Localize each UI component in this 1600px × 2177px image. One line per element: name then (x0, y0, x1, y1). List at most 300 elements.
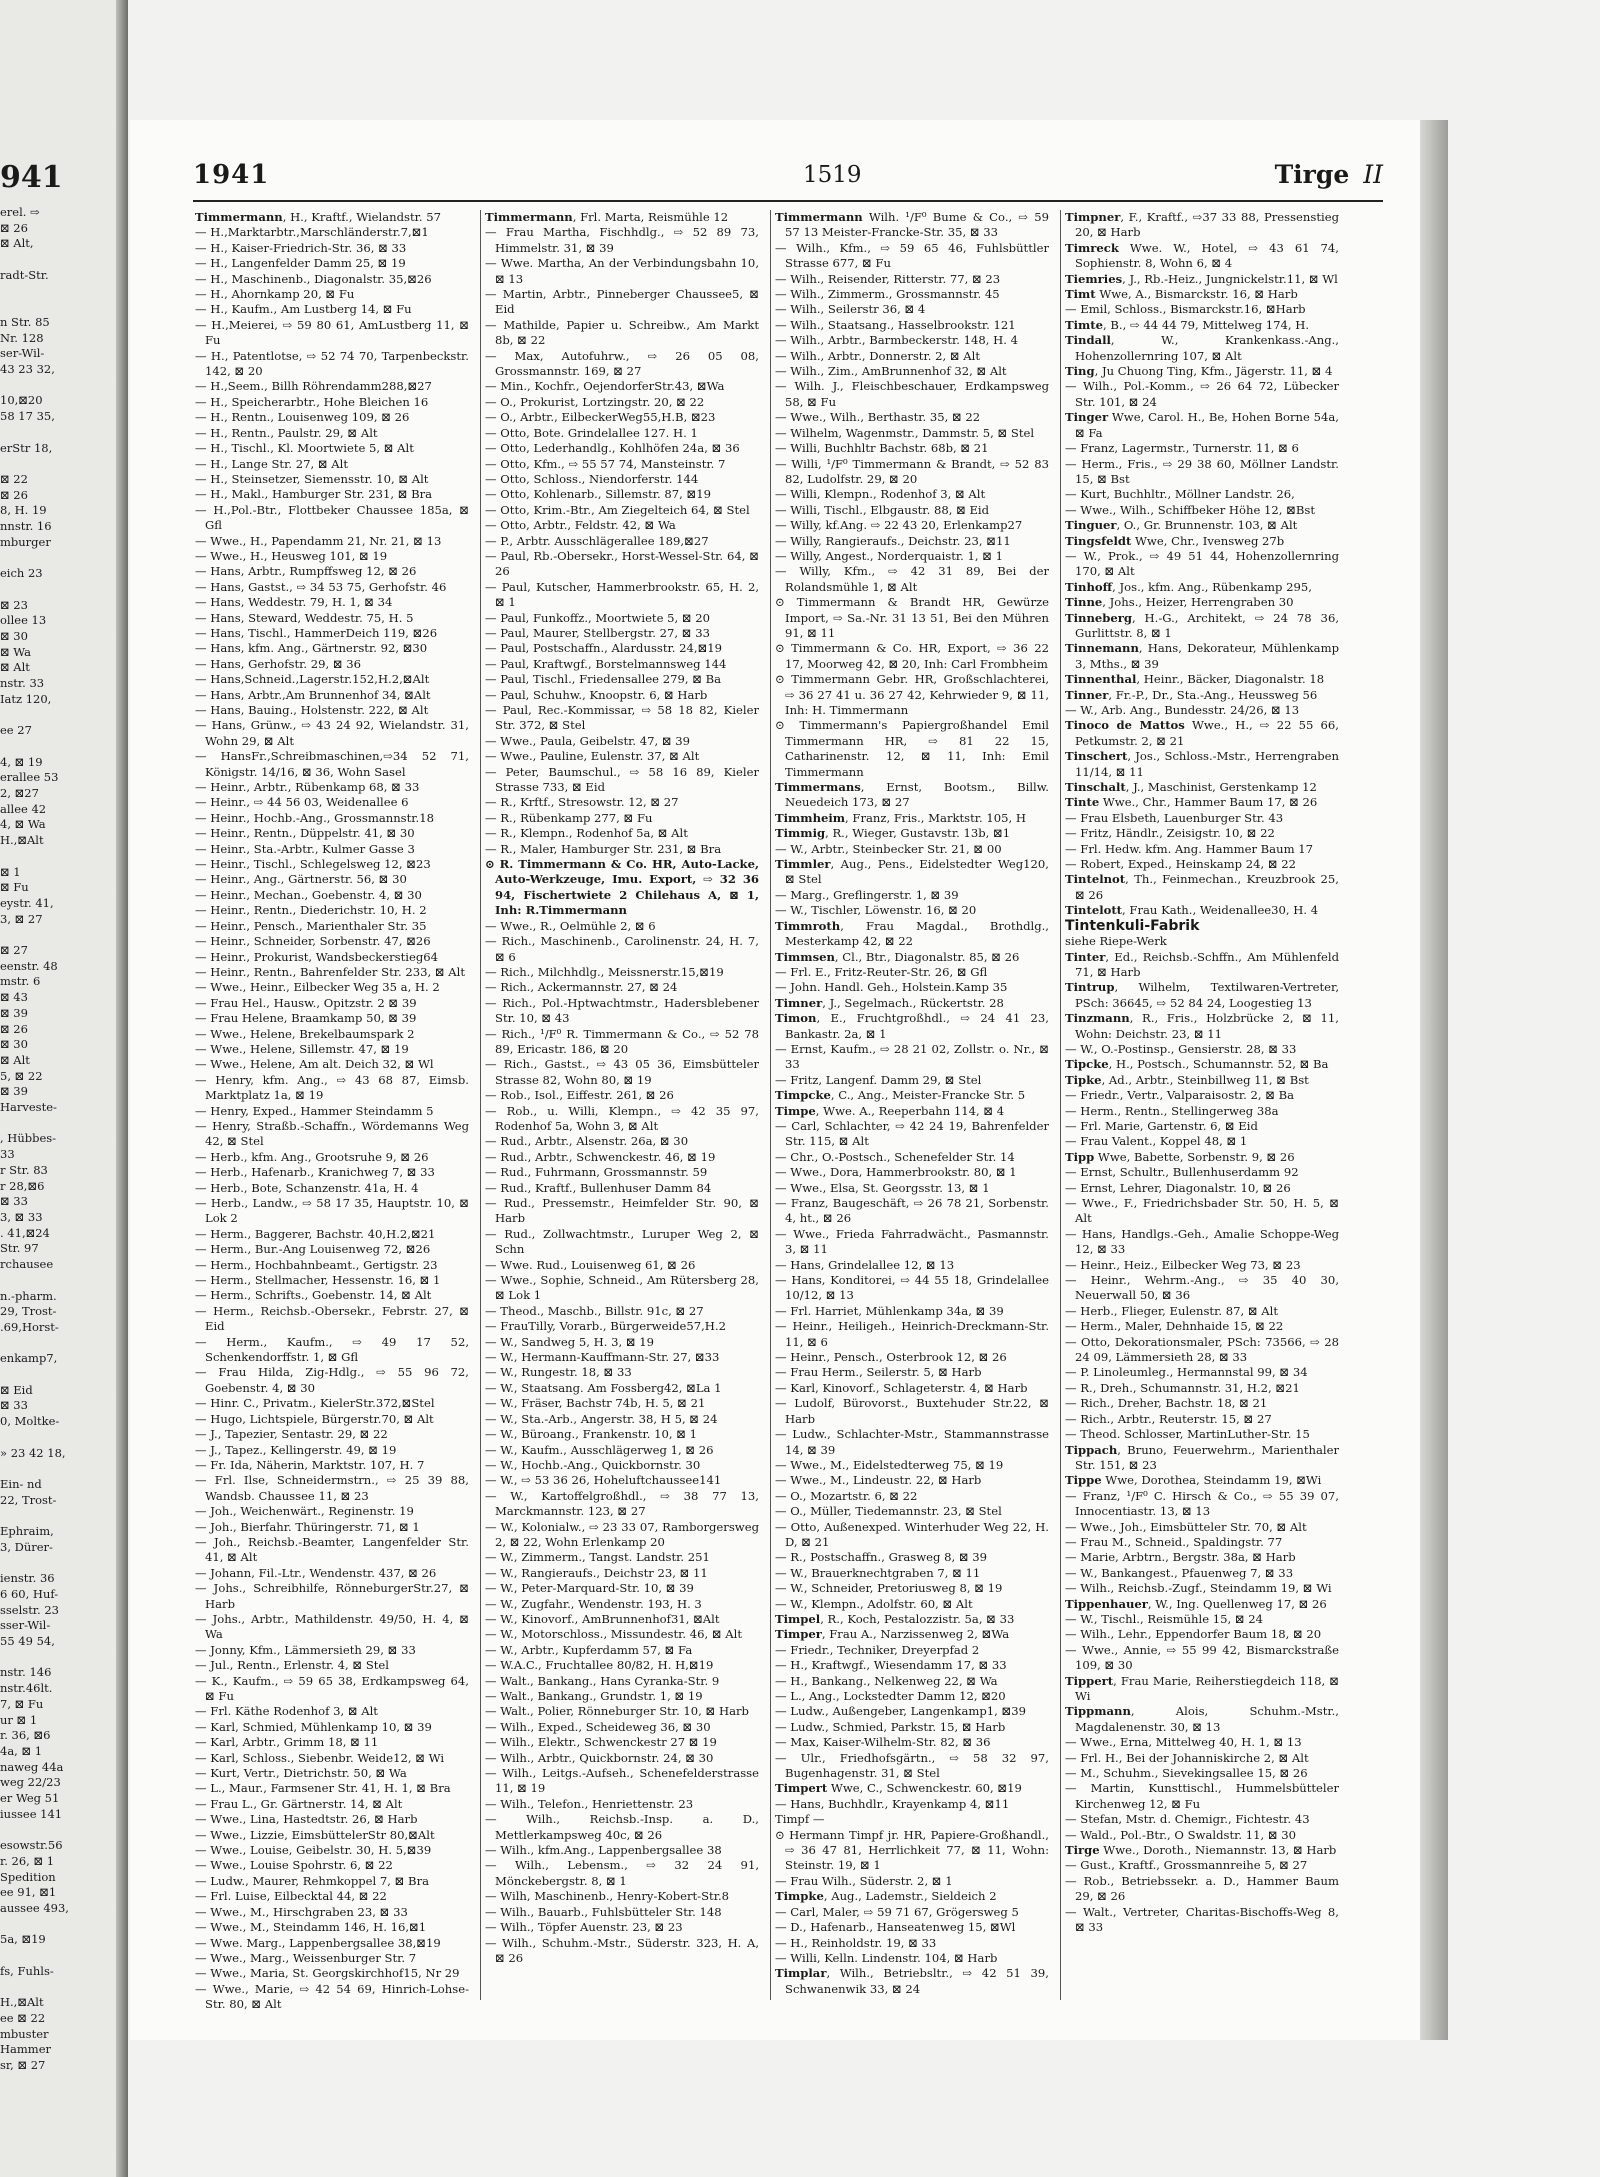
directory-entry: — R., Rübenkamp 277, ⊠ Fu (485, 810, 653, 825)
directory-entry: — Wilh., Arbtr., Barmbeckerstr. 148, H. 4 (775, 333, 1019, 348)
directory-entry: Timper, Frau A., Narzissenweg 2, ⊠Wa (775, 1627, 1010, 1642)
left-page-line: ⊠ 33 (0, 1398, 28, 1413)
left-page-line: ⊠ Fu (0, 880, 29, 895)
directory-entry: — Rob., Isol., Eiffestr. 261, ⊠ 26 (485, 1088, 674, 1103)
left-page-line (0, 849, 118, 865)
left-page-line (0, 425, 118, 441)
left-page-line: n Str. 85 (0, 314, 50, 329)
directory-entry: — Wilh., kfm.Ang., Lappenbergsallee 38 (485, 1843, 722, 1858)
directory-entry: Timreck Wwe. W., Hotel, ⇨ 43 61 74, Sophienstr. 8, Wohn 6, ⊠ 4 (1065, 240, 1339, 271)
entry-surname: Tiemries (1065, 271, 1123, 286)
directory-entry: — Hans, Konditorei, ⇨ 44 55 18, Grindelallee 10/12, ⊠ 13 (775, 1273, 1049, 1303)
directory-entry: — J., Tapezier, Sentastr. 29, ⊠ 22 (195, 1427, 388, 1442)
left-page-line: sselstr. 23 (0, 1602, 59, 1617)
directory-entry: — Wwe., Pauline, Eulenstr. 37, ⊠ Alt (485, 749, 700, 764)
directory-entry: — Karl, Kinovorf., Schlageterstr. 4, ⊠ Harb (775, 1380, 1028, 1395)
directory-entry: — Wilh., Reisender, Ritterstr. 77, ⊠ 23 (775, 271, 1001, 286)
directory-entry: Tipp Wwe, Babette, Sorbenstr. 9, ⊠ 26 (1065, 1149, 1295, 1164)
entry-surname: Timmermans (775, 780, 861, 795)
directory-entry: Timmheim, Franz, Fris., Marktstr. 105, H (775, 810, 1027, 825)
directory-entry: — Robert, Exped., Heinskamp 24, ⊠ 22 (1065, 857, 1297, 872)
directory-entry: — W., Kaufm., Ausschlägerweg 1, ⊠ 26 (485, 1442, 714, 1457)
directory-entry: Timmroth, Frau Magdal., Brothdlg., Mesterkamp 42, ⊠ 22 (775, 918, 1049, 949)
left-page-line: erStr 18, (0, 440, 53, 455)
directory-entry: — Wwe., Paula, Geibelstr. 47, ⊠ 39 (485, 733, 691, 748)
directory-entry: Tinger Wwe, Carol. H., Be, Hohen Borne 54a, ⊠ Fa (1065, 410, 1339, 440)
left-page-line: 5a, ⊠19 (0, 1932, 46, 1947)
directory-entry: — Emil, Schloss., Bismarckstr.16, ⊠Harb (1065, 302, 1306, 317)
directory-entry: Tippenhauer, W., Ing. Quellenweg 17, ⊠ 26 (1065, 1596, 1327, 1611)
directory-entry: — Hans, Grindelallee 12, ⊠ 13 (775, 1257, 955, 1272)
directory-entry: Timmsen, Cl., Btr., Diagonalstr. 85, ⊠ 26 (775, 949, 1020, 964)
directory-entry: — Ludw., Maurer, Rehmkoppel 7, ⊠ Bra (195, 1873, 430, 1888)
directory-entry: — Ludw., Schmied, Parkstr. 15, ⊠ Harb (775, 1719, 1006, 1734)
directory-entry: — H., Kaufm., Am Lustberg 14, ⊠ Fu (195, 302, 412, 317)
directory-entry: — H., Maschinenb., Diagonalstr. 35,⊠26 (195, 271, 432, 286)
directory-entry: — Carl, Maler, ⇨ 59 71 67, Grögersweg 5 (775, 1904, 1019, 1919)
entry-surname: Timplar (775, 1966, 827, 1981)
directory-entry: Tippmann, Alois, Schuhm.-Mstr., Magdalenenstr. 30, ⊠ 13 (1065, 1704, 1339, 1734)
directory-entry: — Willy, Rangieraufs., Deichstr. 23, ⊠11 (775, 533, 1011, 548)
directory-entry: — H., Kraftwgf., Wiesendamm 17, ⊠ 33 (775, 1658, 1007, 1673)
entry-surname: Tintelott (1065, 903, 1123, 918)
entry-surname: Tinoco de Mattos (1065, 718, 1185, 733)
directory-entry: — Henry, kfm. Ang., ⇨ 43 68 87, Eimsb. Marktplatz 1a, ⊠ 19 (195, 1072, 469, 1103)
directory-entry: — Hugo, Lichtspiele, Bürgerstr.70, ⊠ Alt (195, 1411, 434, 1426)
directory-entry: Tinschalt, J., Maschinist, Gerstenkamp 12 (1065, 780, 1317, 795)
directory-entry: — Heinr., Arbtr., Rübenkamp 68, ⊠ 33 (195, 780, 420, 795)
left-page-line: nstr.46lt. (0, 1681, 53, 1696)
entry-surname: Tinner (1065, 687, 1109, 702)
directory-entry: — Wwe., Elsa, St. Georgsstr. 13, ⊠ 1 (775, 1180, 990, 1195)
directory-entry: — Hans, Tischl., HammerDeich 119, ⊠26 (195, 625, 438, 640)
directory-entry: — Herm., Stellmacher, Hessenstr. 16, ⊠ 1 (195, 1273, 441, 1288)
left-page-line: nstr. 33 (0, 676, 45, 691)
directory-entry: — Rich., Milchhdlg., Meissnerstr.15,⊠19 (485, 964, 724, 979)
directory-entry: — O., Mozartstr. 6, ⊠ 22 (775, 1488, 918, 1503)
directory-entry: — W., Prok., ⇨ 49 51 44, Hohenzollernring 170, ⊠ Alt (1065, 548, 1339, 579)
entry-surname: Tippenhauer (1065, 1596, 1148, 1611)
left-page-line: H.,⊠Alt (0, 833, 44, 848)
left-page-text (0, 205, 118, 2074)
directory-entry: — Rob., Betriebssekr. a. D., Hammer Baum 29, ⊠ 26 (1065, 1873, 1339, 1904)
left-page-line: 0, Moltke- (0, 1414, 60, 1429)
directory-entry: Tipcke, H., Postsch., Schumannstr. 52, ⊠ Ba (1065, 1057, 1329, 1072)
directory-entry: — Peter, Baumschul., ⇨ 58 16 89, Kieler Strasse 733, ⊠ Eid (485, 764, 759, 795)
directory-entry: — Hans, Gerhofstr. 29, ⊠ 36 (195, 656, 362, 671)
left-page-line: sser-Wil- (0, 1618, 51, 1633)
directory-entry: Tinguer, O., Gr. Brunnenstr. 103, ⊠ Alt (1065, 518, 1298, 533)
directory-entry: — Hans, kfm. Ang., Gärtnerstr. 92, ⊠30 (195, 641, 428, 656)
directory-entry: — Max, Autofuhrw., ⇨ 26 05 08, Grossmannstr. 169, ⊠ 27 (485, 348, 759, 379)
entry-surname: Tinschert (1065, 749, 1128, 764)
directory-entry: — Heinr., Ang., Gärtnerstr. 56, ⊠ 30 (195, 872, 407, 887)
left-page-line: Ephraim, (0, 1524, 54, 1539)
directory-entry: — W., Hermann-Kauffmann-Str. 27, ⊠33 (485, 1350, 720, 1365)
directory-entry: — Hans, Buchhdlr., Krayenkamp 4, ⊠11 (775, 1796, 1010, 1811)
directory-entry: — Herb., kfm. Ang., Grootsruhe 9, ⊠ 26 (195, 1149, 429, 1164)
directory-entry: Timmermann Wilh. ¹/F⁰ Bume & Co., ⇨ 59 57 13 Meister-Francke-Str. 35, ⊠ 33 (775, 210, 1049, 240)
directory-entry: Tinnemann, Hans, Dekorateur, Mühlenkamp 3, Mths., ⊠ 39 (1065, 641, 1339, 671)
directory-entry: — Frau L., Gr. Gärtnerstr. 14, ⊠ Alt (195, 1796, 403, 1811)
directory-entry: — O., Arbtr., EilbeckerWeg55,H.B, ⊠23 (485, 410, 716, 425)
entry-surname: Timreck (1065, 240, 1119, 255)
directory-entry: — Wwe., Helene, Brekelbaumspark 2 (195, 1026, 415, 1041)
left-page-line: ⊠ 23 (0, 597, 28, 612)
directory-entry: — Wilh., Bauarb., Fuhlsbütteler Str. 148 (485, 1904, 722, 1919)
directory-entry: — Paul, Postschaffn., Alardusstr. 24,⊠19 (485, 641, 723, 656)
directory-entry: Tinner, Fr.-P., Dr., Sta.-Ang., Heussweg 56 (1065, 687, 1318, 702)
directory-entry: — Frau Wilh., Süderstr. 2, ⊠ 1 (775, 1873, 953, 1888)
entry-surname: Timpner (1065, 210, 1121, 224)
entry-surname: Timmheim (775, 810, 846, 825)
left-page-line: ⊠ 39 (0, 1084, 28, 1099)
directory-entry: — W., ⇨ 53 36 26, Hoheluftchaussee141 (485, 1473, 722, 1488)
left-page-line (0, 1273, 118, 1289)
directory-entry: — W., Zimmerm., Tangst. Landstr. 251 (485, 1550, 710, 1565)
entry-surname: Timmermann (775, 210, 863, 224)
directory-entry: Timon, E., Fruchtgroßhdl., ⇨ 24 41 23, Bankastr. 2a, ⊠ 1 (775, 1011, 1049, 1041)
directory-entry: — D., Hafenarb., Hanseatenweg 15, ⊠Wl (775, 1920, 1016, 1935)
directory-entry: siehe Riepe-Werk (1065, 934, 1167, 949)
directory-entry: — K., Kaufm., ⇨ 59 65 38, Erdkampsweg 64, ⊠ Fu (195, 1673, 469, 1703)
directory-entry: Timpner, F., Kraftf., ⇨37 33 88, Pressenstieg 20, ⊠ Harb (1065, 210, 1339, 240)
directory-entry: — Theod., Maschb., Billstr. 91c, ⊠ 27 (485, 1303, 704, 1318)
left-page-line: 7, ⊠ Fu (0, 1696, 44, 1711)
left-page-line: n.-pharm. (0, 1288, 57, 1303)
directory-entry: — Jonny, Kfm., Lämmersieth 29, ⊠ 33 (195, 1642, 416, 1657)
directory-entry: — Rich., Pol.-Hptwachtmstr., Hadersblebener Str. 10, ⊠ 43 (485, 995, 759, 1026)
directory-entry: — Heinr., Schneider, Sorbenstr. 47, ⊠26 (195, 934, 431, 949)
directory-entry: — Herm., Bur.-Ang Louisenweg 72, ⊠26 (195, 1242, 431, 1257)
directory-entry: — Chr., O.-Postsch., Schenefelder Str. 14 (775, 1149, 1015, 1164)
directory-entry: — Otto, Kohlenarb., Sillemstr. 87, ⊠19 (485, 487, 711, 502)
header-rule (193, 200, 1383, 202)
left-page-line: ⊠ Alt (0, 660, 30, 675)
directory-entry: — Willi, ¹/F⁰ Timmermann & Brandt, ⇨ 52 83 82, Ludolfstr. 29, ⊠ 20 (775, 456, 1049, 486)
directory-entry: Timpel, R., Koch, Pestalozzistr. 5a, ⊠ 33 (775, 1611, 1015, 1626)
directory-entry: — Mathilde, Papier u. Schreibw., Am Markt 8b, ⊠ 22 (485, 317, 759, 348)
left-page-line (0, 550, 118, 566)
directory-entry: — Jul., Rentn., Erlenstr. 4, ⊠ Stel (195, 1658, 390, 1673)
directory-entry: Timmler, Aug., Pens., Eidelstedter Weg120, ⊠ Stel (775, 857, 1049, 887)
directory-entry: Ting, Ju Chuong Ting, Kfm., Jägerstr. 11, ⊠ 4 (1065, 364, 1333, 379)
directory-entry: — Rich., ¹/F⁰ R. Timmermann & Co., ⇨ 52 78 89, Ericastr. 186, ⊠ 20 (485, 1026, 759, 1056)
left-page-line: sr, ⊠ 27 (0, 2057, 46, 2072)
directory-entry: — W., Schneider, Pretoriusweg 8, ⊠ 19 (775, 1581, 1003, 1596)
directory-entry: — Marg., Greflingerstr. 1, ⊠ 39 (775, 887, 959, 902)
directory-entry: — W., Kolonialw., ⇨ 23 33 07, Ramborgersweg 2, ⊠ 22, Wohn Erlenkamp 20 (485, 1519, 759, 1549)
directory-entry: — Wwe., Helene, Am alt. Deich 32, ⊠ Wl (195, 1057, 434, 1072)
directory-entry: — Wilh. J., Fleischbeschauer, Erdkampsweg 58, ⊠ Fu (775, 379, 1049, 409)
directory-entry: Tinzmann, R., Fris., Holzbrücke 2, ⊠ 11, Wohn: Deichstr. 23, ⊠ 11 (1065, 1011, 1339, 1041)
directory-entry: — O., Prokurist, Lortzingstr. 20, ⊠ 22 (485, 394, 705, 409)
left-page-line: eystr. 41, (0, 895, 54, 910)
left-page-line (0, 708, 118, 724)
directory-entry: — Paul, Tischl., Friedensallee 279, ⊠ Ba (485, 672, 722, 687)
directory-entry: — Wwe., Lina, Hastedtstr. 26, ⊠ Harb (195, 1812, 418, 1827)
directory-entry: Timmermann, H., Kraftf., Wielandstr. 57 (195, 210, 442, 224)
directory-entry: — Wwe. Rud., Louisenweg 61, ⊠ 26 (485, 1257, 696, 1272)
directory-entry: — Otto, Arbtr., Feldstr. 42, ⊠ Wa (485, 518, 676, 533)
directory-entry: — Wwe. Marg., Lappenbergsallee 38,⊠19 (195, 1935, 441, 1950)
directory-entry: — Heinr., Tischl., Schlegelsweg 12, ⊠23 (195, 857, 431, 872)
directory-entry: — Wilh., Telefon., Henriettenstr. 23 (485, 1796, 694, 1811)
directory-entry: — W., Kinovorf., AmBrunnenhof31, ⊠Alt (485, 1611, 720, 1626)
directory-entry: — H., Tischl., Kl. Moortwiete 5, ⊠ Alt (195, 441, 414, 456)
directory-entry: — Franz, Baugeschäft, ⇨ 26 78 21, Sorbenstr. 4, ht., ⊠ 26 (775, 1196, 1049, 1226)
left-page-year: 941 (0, 160, 63, 195)
directory-entry: — L., Maur., Farmsener Str. 41, H. 1, ⊠ Bra (195, 1781, 451, 1796)
directory-entry: — Fr. Ida, Näherin, Marktstr. 107, H. 7 (195, 1457, 425, 1472)
directory-entry: — R., Klempn., Rodenhof 5a, ⊠ Alt (485, 826, 688, 841)
left-page-line (0, 1508, 118, 1524)
column-divider (1060, 210, 1061, 2000)
left-page-line (0, 456, 118, 472)
directory-entry: — Herm., Hochbahnbeamt., Gertigstr. 23 (195, 1257, 438, 1272)
directory-entry: — Frau Elsbeth, Lauenburger Str. 43 (1065, 810, 1284, 825)
entry-surname: Tippach (1065, 1442, 1118, 1457)
directory-entry: — Rich., Ackermannstr. 27, ⊠ 24 (485, 980, 678, 995)
directory-entry: — Herm., Maler, Dehnhaide 15, ⊠ 22 (1065, 1319, 1284, 1334)
entry-surname: Tinte (1065, 795, 1100, 810)
directory-entry: — H., Reinholdstr. 19, ⊠ 33 (775, 1935, 937, 1950)
directory-entry: — Wilh., Reichsb.-Insp. a. D., Mettlerkampsweg 40c, ⊠ 26 (485, 1812, 759, 1842)
directory-entry: — Joh., Reichsb.-Beamter, Langenfelder Str. 41, ⊠ Alt (195, 1534, 469, 1565)
directory-entry: — Wilh., Pol.-Komm., ⇨ 26 64 72, Lübecker Str. 101, ⊠ 24 (1065, 379, 1339, 409)
directory-entry: — Martin, Kunsttischl., Hummelsbütteler Kirchenweg 12, ⊠ Fu (1065, 1781, 1339, 1811)
left-page-line: erallee 53 (0, 770, 59, 785)
left-page-line: 3, ⊠ 27 (0, 911, 43, 926)
entry-surname: Tipp (1065, 1149, 1095, 1164)
directory-entry: — Frau Martha, Fischhdlg., ⇨ 52 89 73, Himmelstr. 31, ⊠ 39 (485, 225, 759, 255)
directory-entry: — Wwe., Dora, Hammerbrookstr. 80, ⊠ 1 (775, 1165, 1017, 1180)
directory-entry: Timpert Wwe, C., Schwenckestr. 60, ⊠19 (775, 1781, 1022, 1796)
directory-entry: — Wwe., Erna, Mittelweg 40, H. 1, ⊠ 13 (1065, 1735, 1302, 1750)
directory-entry: — Wwe., Annie, ⇨ 55 99 42, Bismarckstraße 109, ⊠ 30 (1065, 1642, 1339, 1673)
left-page-line: mbuster (0, 2026, 49, 2041)
directory-entry: — Wwe., Wilh., Berthastr. 35, ⊠ 22 (775, 410, 981, 425)
left-page-line: 22, Trost- (0, 1492, 57, 1507)
left-page-line: r Str. 83 (0, 1162, 48, 1177)
directory-entry: — Herb., Landw., ⇨ 58 17 35, Hauptstr. 10, ⊠ Lok 2 (195, 1196, 469, 1226)
left-page-line (0, 1461, 118, 1477)
directory-entry: — Otto, Kfm., ⇨ 55 57 74, Mansteinstr. 7 (485, 456, 726, 471)
directory-entry: — Frau Herm., Seilerstr. 5, ⊠ Harb (775, 1365, 982, 1380)
column-divider (480, 210, 481, 2000)
entry-surname: Timpcke (775, 1088, 831, 1103)
entries-column-4 (1065, 210, 1339, 2010)
left-page-line: ⊠ Wa (0, 644, 31, 659)
directory-entry: — Heinr., Rentn., Bahrenfelder Str. 233, ⊠ Alt (195, 964, 466, 979)
directory-entry: — Herm., Schrifts., Goebenstr. 14, ⊠ Alt (195, 1288, 432, 1303)
directory-entry: — Walt., Bankang., Hans Cyranka-Str. 9 (485, 1673, 720, 1688)
directory-entry: ⊙ Timmermann & Co. HR, Export, ⇨ 36 22 17, Moorweg 42, ⊠ 20, Inh: Carl Frombheim (775, 641, 1049, 671)
directory-entry: — W., Sta.-Arb., Angerstr. 38, H 5, ⊠ 24 (485, 1411, 718, 1426)
directory-page (130, 120, 1420, 2040)
page-header (193, 160, 1383, 196)
directory-entry: — Willy, Kfm., ⇨ 42 31 89, Bei der Rolandsmühle 1, ⊠ Alt (775, 564, 1049, 594)
directory-entry: — Franz, ¹/F⁰ C. Hirsch & Co., ⇨ 55 39 07, Innocentiastr. 13, ⊠ 13 (1065, 1488, 1339, 1519)
directory-entry: — Heinr., Heiligeh., Heinrich-Dreckmann-Str. 11, ⊠ 6 (775, 1319, 1049, 1349)
directory-entry: — W., Arbtr., Steinbecker Str. 21, ⊠ 00 (775, 841, 1002, 856)
directory-entry: — W., Zugfahr., Wendenstr. 193, H. 3 (485, 1596, 702, 1611)
left-page-line (0, 1979, 118, 1995)
directory-entry: — Herm., Kaufm., ⇨ 49 17 52, Schenkendorffstr. 1, ⊠ Gfl (195, 1334, 469, 1365)
left-page-line: ur ⊠ 1 (0, 1712, 38, 1727)
directory-entry: — Ernst, Schultr., Bullenhuserdamm 92 (1065, 1165, 1299, 1180)
directory-entry: — Ludw., Außengeber, Langenkamp1, ⊠39 (775, 1704, 1026, 1719)
left-page-line: Hammer (0, 2042, 51, 2057)
directory-entry: — Willi, Klempn., Rodenhof 3, ⊠ Alt (775, 487, 986, 502)
left-page-line: H.,⊠Alt (0, 1995, 44, 2010)
directory-entry: — Friedr., Techniker, Dreyerpfad 2 (775, 1642, 980, 1657)
header-year: 1941 (193, 160, 270, 190)
directory-entry: — Paul, Maurer, Stellbergstr. 27, ⊠ 33 (485, 625, 710, 640)
directory-entry: — Rich., Gastst., ⇨ 43 05 36, Eimsbütteler Strasse 82, Wohn 80, ⊠ 19 (485, 1057, 759, 1087)
directory-entry: — Wilh., Lebensm., ⇨ 32 24 91, Mönckebergstr. 8, ⊠ 1 (485, 1858, 759, 1888)
directory-entry: — Wilh., Arbtr., Quickbornstr. 24, ⊠ 30 (485, 1750, 714, 1765)
left-page-line: ⊠ 33 (0, 1194, 28, 1209)
directory-entry: ⊙ Timmermann & Brandt HR, Gewürze Import, ⇨ Sa.-Nr. 31 13 51, Bei den Mühren 91, ⊠ 11 (775, 595, 1049, 640)
directory-entry: — W., Tischler, Löwenstr. 16, ⊠ 20 (775, 903, 977, 918)
directory-entry: — Herm., Fris., ⇨ 29 38 60, Möllner Landstr. 15, ⊠ Bst (1065, 456, 1339, 486)
directory-entry: — Hans, Grünw., ⇨ 43 24 92, Wielandstr. 31, Wohn 29, ⊠ Alt (195, 718, 469, 748)
directory-entry: — H., Langenfelder Damm 25, ⊠ 19 (195, 256, 406, 271)
directory-entry: — R., Maler, Hamburger Str. 231, ⊠ Bra (485, 841, 722, 856)
directory-entry: ⊙ Timmermann's Papiergroßhandel Emil Timmermann HR, ⇨ 81 22 15, Catharinenstr. 12, ⊠ 11, Inh: Emil Timmermann (775, 718, 1049, 779)
directory-entry: — Hans,Schneid.,Lagerstr.152,H.2,⊠Alt (195, 672, 430, 687)
directory-entry: — Frau Helene, Braamkamp 50, ⊠ 39 (195, 1011, 417, 1026)
left-page-line: erel. ⇨ (0, 205, 40, 219)
directory-entry: — W., Brauerknechtgraben 7, ⊠ 11 (775, 1565, 981, 1580)
directory-entry: — Wilh., Staatsang., Hasselbrookstr. 121 (775, 317, 1016, 332)
left-page-line: 4, ⊠ Wa (0, 817, 46, 832)
header-range-word: Tirge (1274, 160, 1350, 189)
left-page-line: radt-Str. (0, 267, 49, 282)
adjacent-left-page (0, 0, 128, 2177)
directory-entry: — Wald., Pol.-Btr., O Swaldstr. 11, ⊠ 30 (1065, 1827, 1297, 1842)
directory-entry: — Franz, Lagermstr., Turnerstr. 11, ⊠ 6 (1065, 441, 1299, 456)
directory-entry: — Wilh., Zimmerm., Grossmannstr. 45 (775, 287, 1000, 302)
left-page-line: ser-Wil- (0, 346, 45, 361)
left-page-line (0, 1430, 118, 1446)
book-gutter (116, 0, 128, 2177)
directory-entry: — Karl, Schloss., Siebenbr. Weide12, ⊠ Wi (195, 1750, 445, 1765)
directory-entry: — Heinr., Hochb.-Ang., Grossmannstr.18 (195, 810, 434, 825)
directory-entry: — W., Rungestr. 18, ⊠ 33 (485, 1365, 632, 1380)
entry-surname: Timmig (775, 826, 826, 841)
entry-surname: Timmler (775, 857, 831, 872)
left-page-line (0, 252, 118, 268)
header-page-number: 1519 (803, 162, 862, 188)
entry-surname: Timt (1065, 287, 1096, 302)
directory-entry: — John. Handl. Geh., Holstein.Kamp 35 (775, 980, 1008, 995)
directory-entry: — FrauTilly, Vorarb., Bürgerweide57,H.2 (485, 1319, 726, 1334)
directory-entry: — Wwe., Louise, Geibelstr. 30, H. 5,⊠39 (195, 1843, 432, 1858)
directory-entry: — W., Kartoffelgroßhdl., ⇨ 38 77 13, Marckmannstr. 123, ⊠ 27 (485, 1488, 759, 1519)
directory-entry: — Wilh, Maschinenb., Henry-Kobert-Str.8 (485, 1889, 730, 1904)
directory-entry: — Wwe., Marie, ⇨ 42 54 69, Hinrich-Lohse-Str. 80, ⊠ Alt (195, 1981, 469, 2010)
directory-entry: — Wwe., Helene, Sillemstr. 47, ⊠ 19 (195, 1041, 409, 1056)
entry-surname: Tingsfeldt (1065, 533, 1132, 548)
directory-entry: — Wilh., Schuhm.-Mstr., Süderstr. 323, H. A, ⊠ 26 (485, 1935, 759, 1965)
left-page-line: ⊠ 22 (0, 471, 28, 486)
directory-entry: — Paul, Rec.-Kommissar, ⇨ 58 18 82, Kieler Str. 372, ⊠ Stel (485, 703, 759, 733)
directory-entry: — Wwe., H., Heusweg 101, ⊠ 19 (195, 548, 388, 563)
entry-surname: Timmermann (195, 210, 283, 224)
entry-surname: Tippert (1065, 1673, 1114, 1688)
directory-entry: — H., Makl., Hamburger Str. 231, ⊠ Bra (195, 487, 433, 502)
directory-entry: — Wwe., Louise Spohrstr. 6, ⊠ 22 (195, 1858, 393, 1873)
directory-entry: — Henry, Exped., Hammer Steindamm 5 (195, 1103, 434, 1118)
entry-surname: Tintelnot (1065, 872, 1126, 887)
directory-entry: — Kurt, Buchhltr., Möllner Landstr. 26, (1065, 487, 1295, 502)
directory-entry: — Wwe., M., Lindeustr. 22, ⊠ Harb (775, 1473, 982, 1488)
directory-entry: — Wwe., Joh., Eimsbütteler Str. 70, ⊠ Alt (1065, 1519, 1307, 1534)
directory-entry: — Wilh., Seilerstr 36, ⊠ 4 (775, 302, 926, 317)
directory-entry: — W., O.-Postinsp., Gensierstr. 28, ⊠ 33 (1065, 1041, 1297, 1056)
left-page-line: Nr. 128 (0, 330, 44, 345)
left-page-line (0, 739, 118, 755)
directory-entry: — Frau M., Schneid., Spaldingstr. 77 (1065, 1534, 1283, 1549)
directory-entry: — H.,Meierei, ⇨ 59 80 61, AmLustberg 11, ⊠ Fu (195, 317, 469, 348)
directory-entry: — W., Hochb.-Ang., Quickbornstr. 30 (485, 1457, 701, 1472)
directory-entry: — M., Schuhm., Sievekingsallee 15, ⊠ 26 (1065, 1766, 1308, 1781)
directory-entry: — Frau Hilda, Zig-Hdlg., ⇨ 55 96 72, Goebenstr. 4, ⊠ 30 (195, 1365, 469, 1395)
directory-entry: Tinneberg, H.-G., Architekt, ⇨ 24 78 36, Gurlittstr. 8, ⊠ 1 (1065, 610, 1339, 640)
directory-entry: — Otto, Krim.-Btr., Am Ziegelteich 64, ⊠ Stel (485, 502, 750, 517)
section-heading: Tintenkuli-Fabrik (1065, 917, 1200, 934)
directory-entry: — H., Rentn., Paulstr. 29, ⊠ Alt (195, 425, 378, 440)
directory-entry: — Willy, Angest., Norderquaistr. 1, ⊠ 1 (775, 548, 1004, 563)
directory-entry: — Willi, Tischl., Elbgaustr. 88, ⊠ Eid (775, 502, 990, 517)
directory-entry: Tipke, Ad., Arbtr., Steinbillweg 11, ⊠ Bst (1065, 1072, 1309, 1087)
directory-entry: Timpe, Wwe. A., Reeperbahn 114, ⊠ 4 (775, 1103, 1005, 1118)
directory-entry: — Wilh., Leitgs.-Aufseh., Schenefelderstrasse 11, ⊠ 19 (485, 1766, 759, 1796)
directory-entry: — Fritz, Langenf. Damm 29, ⊠ Stel (775, 1072, 982, 1087)
directory-entry: — Herb., Flieger, Eulenstr. 87, ⊠ Alt (1065, 1303, 1278, 1318)
entry-surname: Tinschalt (1065, 780, 1126, 795)
left-page-line (0, 1367, 118, 1383)
directory-entry: — Rob., u. Willi, Klempn., ⇨ 42 35 97, Rodenhof 5a, Wohn 3, ⊠ Alt (485, 1103, 759, 1133)
directory-entry: Timplar, Wilh., Betriebsltr., ⇨ 42 51 39, Schwanenwik 33, ⊠ 24 (775, 1966, 1049, 1996)
directory-entry: — W., Klempn., Adolfstr. 60, ⊠ Alt (775, 1596, 973, 1611)
entry-surname: Tippe (1065, 1473, 1102, 1488)
directory-entry: — Frl. Käthe Rodenhof 3, ⊠ Alt (195, 1704, 378, 1719)
directory-entry: — W., Fräser, Bachstr 74b, H. 5, ⊠ 21 (485, 1396, 706, 1411)
directory-entry: — Wwe., Frieda Fahrradwächt., Pasmannstr. 3, ⊠ 11 (775, 1226, 1049, 1257)
directory-entry: — Wilh., Kfm., ⇨ 59 65 46, Fuhlsbüttler Strasse 677, ⊠ Fu (775, 240, 1049, 271)
left-page-line: ⊠ 43 (0, 990, 28, 1005)
directory-entry: — Herb., Bote, Schanzenstr. 41a, H. 4 (195, 1180, 419, 1195)
directory-entry: — Heinr., Prokurist, Wandsbeckerstieg64 (195, 949, 439, 964)
directory-entry: — Wilh., Lehr., Eppendorfer Baum 18, ⊠ 20 (1065, 1627, 1322, 1642)
left-page-line: allee 42 (0, 801, 47, 816)
entry-surname: Timpel (775, 1611, 821, 1626)
directory-entry: — H., Lange Str. 27, ⊠ Alt (195, 456, 348, 471)
left-page-line (0, 299, 118, 315)
directory-entry: — Ludolf, Bürovorst., Buxtehuder Str.22, ⊠ Harb (775, 1396, 1049, 1426)
directory-entry: — Wilh., Reichsb.-Zugf., Steindamm 19, ⊠ Wi (1065, 1581, 1332, 1596)
directory-entry: — W., Rangieraufs., Deichstr 23, ⊠ 11 (485, 1565, 708, 1580)
directory-entry: — J., Tapez., Kellingerstr. 49, ⊠ 19 (195, 1442, 397, 1457)
directory-entry: Timmig, R., Wieger, Gustavstr. 13b, ⊠1 (775, 826, 1011, 841)
directory-entry: — L., Ang., Lockstedter Damm 12, ⊠20 (775, 1689, 1006, 1703)
left-page-line: ⊠ 1 (0, 864, 21, 879)
left-page-line: 58 17 35, (0, 409, 55, 424)
directory-entry: — Walt., Bankang., Grundstr. 1, ⊠ 19 (485, 1689, 703, 1703)
